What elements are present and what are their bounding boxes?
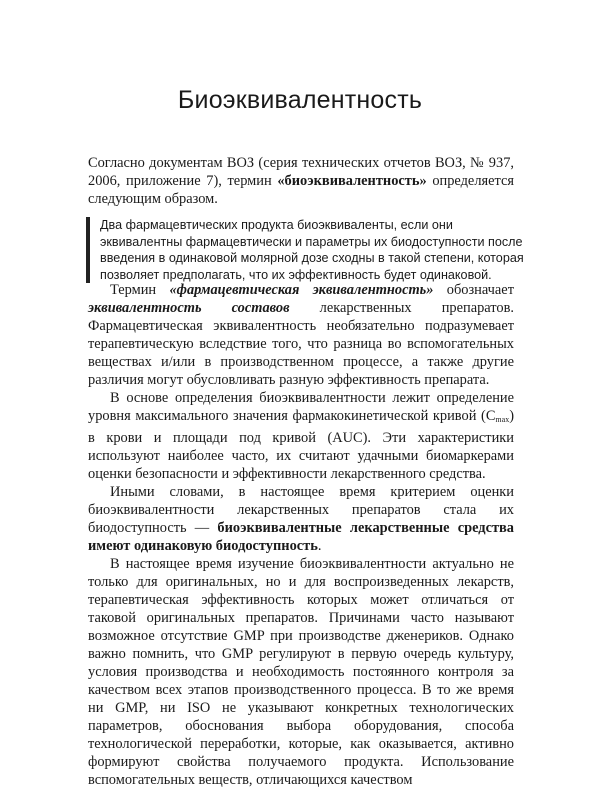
p2-text-b: ) в крови и площади под кривой (AUC). Эти характеристики используют наиболее часто, их считают удачными биомаркерами оценки безопасности и эффективности лекарственного средства.	[88, 408, 514, 482]
p1-text-b: обозначает	[433, 282, 514, 298]
p1-term-pharmaceutical-equivalence: «фармацевтическая эквивалентность»	[169, 282, 434, 298]
intro-text-before: Согласно документам ВОЗ (серия технических отчетов ВОЗ, № 937, 2006, приложение 7), термин	[88, 155, 514, 189]
p3-text-a: Иными словами, в настоящее время критерием оценки биоэквивалентности лекарственных препаратов стала их биодоступность —	[88, 484, 514, 536]
intro-paragraph	[88, 154, 514, 208]
p2-subscript-max: max	[495, 415, 510, 424]
p3-text-b: .	[317, 538, 322, 554]
page-title: Биоэквивалентность	[177, 86, 423, 114]
intro-text-after: определяется следующим образом.	[88, 173, 514, 207]
p3-bold-statement: биоэквивалентные лекарственные средства имеют одинаковую биодоступность	[88, 520, 514, 554]
intro-term-bioequivalence: «биоэквивалентность»	[277, 173, 427, 189]
definition-callout	[86, 217, 530, 283]
body-text	[88, 281, 514, 789]
paragraph-cmax-auc	[88, 389, 514, 483]
paragraph-gmp	[88, 555, 514, 789]
p4-text: В настоящее время изучение биоэквивалентности актуально не только для оригинальных, но и для воспроизведенных лекарств, терапевтическая эффективность которых может отличаться от таковой оригинальных препаратов. Причинами часто называют возможное отсутствие GMP при производстве дженериков. Однако важно помнить, что GMP регулируют в первую очередь культуру, условия производства и необходимость постоянного контроля за качеством всех этапов производственного процесса. В то же время ни GMP, ни ISO не указывают конкретных технологических параметров, обоснования выбора оборудования, способа технологической переработки, которые, как оказывается, активно формируют свойства получаемого продукта. Использование вспомогательных веществ, отличающихся качеством	[88, 556, 514, 788]
p1-text-a: Термин	[110, 282, 170, 298]
paragraph-bioavailability	[88, 483, 514, 555]
p2-text-a: В основе определения биоэквивалентности лежит определение уровня максимального значения фармакокинетической кривой (C	[88, 390, 514, 424]
callout-text: Два фармацевтических продукта биоэквиваленты, если они эквивалентны фармацевтически и параметры их биодоступности после введения в одинаковой молярной дозе сходны в такой степени, которая позволяет предполагать, что их эффективность будет одинаковой.	[100, 218, 524, 282]
p1-term-composition-equivalence: эквивалентность составов	[88, 300, 290, 316]
paragraph-pharmaceutical-equivalence	[88, 281, 514, 389]
p1-text-c: лекарственных препаратов. Фармацевтическая эквивалентность необязательно подразумевает терапевтическую вследствие того, что разница во вспомогательных веществах и/или в производственном процессе, а также другие различия могут обусловливать разную эффективность препарата.	[88, 300, 514, 388]
